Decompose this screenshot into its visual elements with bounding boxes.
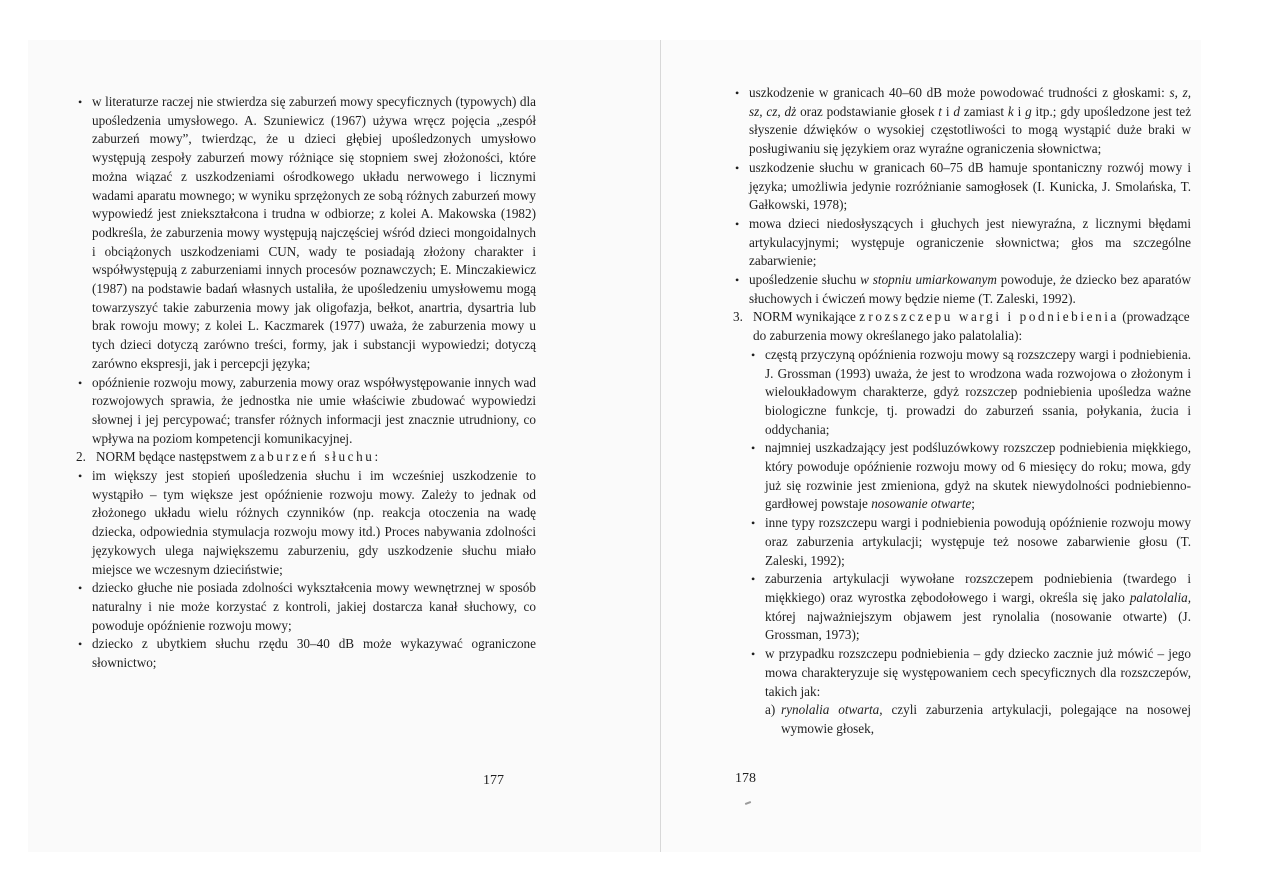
b8-it: palatolalia, [1129, 589, 1192, 605]
b1-mid2: i [945, 103, 950, 119]
b1-it3: d [953, 103, 960, 119]
heading-post: (prowadzące do zaburzenia mowy określanego jako palatolalia): [753, 309, 1190, 344]
b6-post: ; [971, 496, 975, 512]
page-number-right: 178 [735, 771, 756, 786]
right-page [660, 40, 1201, 852]
scan-mark [745, 801, 751, 805]
b1-pre: uszkodzenie w granicach 40–60 dB może powodować trudności z głoskami: [749, 85, 1165, 100]
left-bullet-2: • opóźnienie rozwoju mowy, zaburzenia mowy oraz współwystępowanie innych wad rozwojowych sprawia, że jednostka nie umie właściwie zbudować wypowiedzi słownej i jej percypować; transfer różnych informacji jest znacznie utrudniony, co wpływa na poziom kompetencji komunikacyjnej. [76, 374, 536, 449]
b8-post: której najważniejszym objawem jest rynolalia (nosowanie otwarte) (J. Grossman, 1973); [765, 608, 1191, 643]
right-bullet-6 [749, 439, 1191, 514]
right-bullet-9: • w przypadku rozszczepu podniebienia – gdy dziecko zacznie już mówić – jego mowa charakteryzuje się występowaniem cech specyficznych dla rozszczepów, takich jak: [749, 645, 1191, 701]
b1-it4: k [1007, 103, 1014, 119]
right-bullet-5: • częstą przyczyną opóźnienia rozwoju mowy są rozszczepy wargi i podniebienia. J. Grossman (1993) uważa, że jest to wrodzona wada rozwojowa o złożonym i wieloukładowym charakterze, gdyż rozszczep podniebienia upośledza ważne biologiczne funkcje, tj. prowadzi do zaburzeń ssania, połykania, żucia i oddychania; [749, 346, 1191, 440]
b4-post: powoduje, że dziecko bez aparatów słuchowych i ćwiczeń mowy będzie nieme (T. Zaleski, 1992). [749, 272, 1191, 306]
right-bullet-2: • uszkodzenie słuchu w granicach 60–75 dB hamuje spontaniczny rozwój mowy i języka; umożliwia jedynie rozróżnianie samogłosek (I. Kunicka, J. Smolańska, T. Gałkowski, 1978); [733, 159, 1191, 215]
right-page-text [733, 84, 1191, 739]
left-bullet-3: • im większy jest stopień upośledzenia słuchu i im wcześniej uszkodzenie to wystąpiło – tym większe jest opóźnienie rozwoju mowy. Zależy to jednak od złożonego układu wielu różnych czynników (np. reakcja otoczenia na wadę dziecka, odpowiednia stymulacja rozwoju mowy itd.) Proces nabywania zdolności językowych ulega największemu zaburzeniu, gdy uszkodzenie słuchu miało miejsce we wczesnym dzieciństwie; [76, 467, 536, 579]
b1-it2: t [938, 103, 942, 119]
right-bullet-7: • inne typy rozszczepu wargi i podniebienia powodują opóźnienie rozwoju mowy oraz zaburzenia artykulacji; występuje też nosowe zabarwienie głosu (T. Zaleski, 1992); [749, 514, 1191, 570]
b1-it5: g [1025, 103, 1032, 119]
heading-lead: NORM będące następstwem [96, 449, 247, 465]
heading-spaced: zaburzeń słuchu: [250, 449, 381, 465]
right-bullet-8 [749, 570, 1191, 645]
section-heading-3 [733, 308, 1191, 345]
b8-pre: zaburzenia artykulacji wywołane rozszczepem podniebienia (twardego i miękkiego) oraz wyrostka zębodołowego i wargi, określa się jako [765, 571, 1191, 605]
left-page-text [76, 93, 536, 673]
left-bullet-5: • dziecko z ubytkiem słuchu rzędu 30–40 dB może wykazywać ograniczone słownictwo; [76, 635, 536, 672]
b6-pre: najmniej uszkadzający jest podśluzówkowy rozszczep podniebienia miękkiego, który powoduje opóźnienie rozwoju mowy od 6 miesięcy do roku; mowa, gdy już się rozwinie jest zmieniona, gdyż na skutek niewydolności podniebienno-gardłowej powstaje [765, 440, 1191, 512]
left-page [28, 40, 660, 852]
left-bullet-4: • dziecko głuche nie posiada zdolności wykształcenia mowy wewnętrznej w sposób naturalny i nie może korzystać z kontroli, jakiej dostarcza kanał słuchowy, co powoduje opóźnienie rozwoju mowy; [76, 579, 536, 635]
a-it: rynolalia otwarta, [781, 702, 883, 718]
b1-mid1: oraz podstawianie głosek [800, 103, 935, 119]
b4-pre: upośledzenie słuchu [749, 272, 857, 288]
page-number-left: 177 [483, 773, 504, 788]
heading-lead: NORM wynikające z [753, 309, 866, 325]
section-number: 3. [733, 309, 743, 325]
item-letter: a) [765, 702, 776, 718]
b1-mid3: zamiast [963, 103, 1005, 119]
heading-spaced: rozszczepu wargi i podniebienia [868, 309, 1119, 325]
b1-mid4: i [1017, 103, 1022, 119]
section-heading-2 [76, 448, 536, 467]
section-3-items [749, 346, 1191, 739]
b1-post: itp.; gdy upośledzone jest też słyszenie dźwięków o wysokiej częstotliwości to mogą wystąpić duże braki w posługiwaniu się językiem oraz wyraźne ograniczenia słownictwa; [749, 103, 1192, 157]
right-bullet-3: • mowa dzieci niedosłyszących i głuchych jest niewyraźna, z licznymi błędami artykulacyjnymi; występuje ograniczenie słownictwa; głos ma szczególne zabarwienie; [733, 215, 1191, 271]
b6-it: nosowanie otwarte [871, 496, 972, 512]
b1-it1: s, z, sz, cz, dż [749, 85, 1192, 119]
left-bullet-1: • w literaturze raczej nie stwierdza się zaburzeń mowy specyficznych (typowych) dla upośledzenia umysłowego. A. Szuniewicz (1967) używa wręcz pojęcia „zespół zaburzeń mowy”, twierdząc, że u dzieci głębiej upośledzonych umysłowo występują zespoły zaburzeń mowy różniące się stopniem swej złożoności, które można wiązać z uszkodzeniami ośrodkowego układu nerwowego i licznymi wadami aparatu mownego; w wyniku sprzężonych ze sobą różnych zaburzeń mowy wypowiedź jest zniekształcona i trudna w odbiorze; z kolei A. Makowska (1982) podkreśla, że zaburzenia mowy występują najczęściej wśród dzieci mongoidalnych i obciążonych uszkodzeniami CUN, wady te posiadają złożony charakter i współwystępują z zaburzeniami innych procesów poznawczych; E. Minczakiewicz (1987) na podstawie badań własnych ustaliła, że upośledzeniu umysłowemu mogą towarzyszyć takie zaburzenia mowy jak oligofazja, bełkot, anartria, dysartria lub brak rowoju mowy; z kolei L. Kaczmarek (1977) uważa, że zaburzenia mowy u tych dzieci dotyczą zarówno treści, formy, jak i substancji wypowiedzi; dotyczą zarówno ekspresji, jak i percepcji języka; [76, 93, 536, 374]
a-post: czyli zaburzenia artykulacji, polegające na nosowej wymowie głosek, [781, 702, 1191, 736]
right-bullet-1 [733, 84, 1191, 159]
section-number: 2. [76, 449, 86, 465]
b4-it: w stopniu umiarkowanym [860, 272, 997, 288]
list-item-a [749, 701, 1191, 738]
right-bullet-4 [733, 271, 1191, 308]
